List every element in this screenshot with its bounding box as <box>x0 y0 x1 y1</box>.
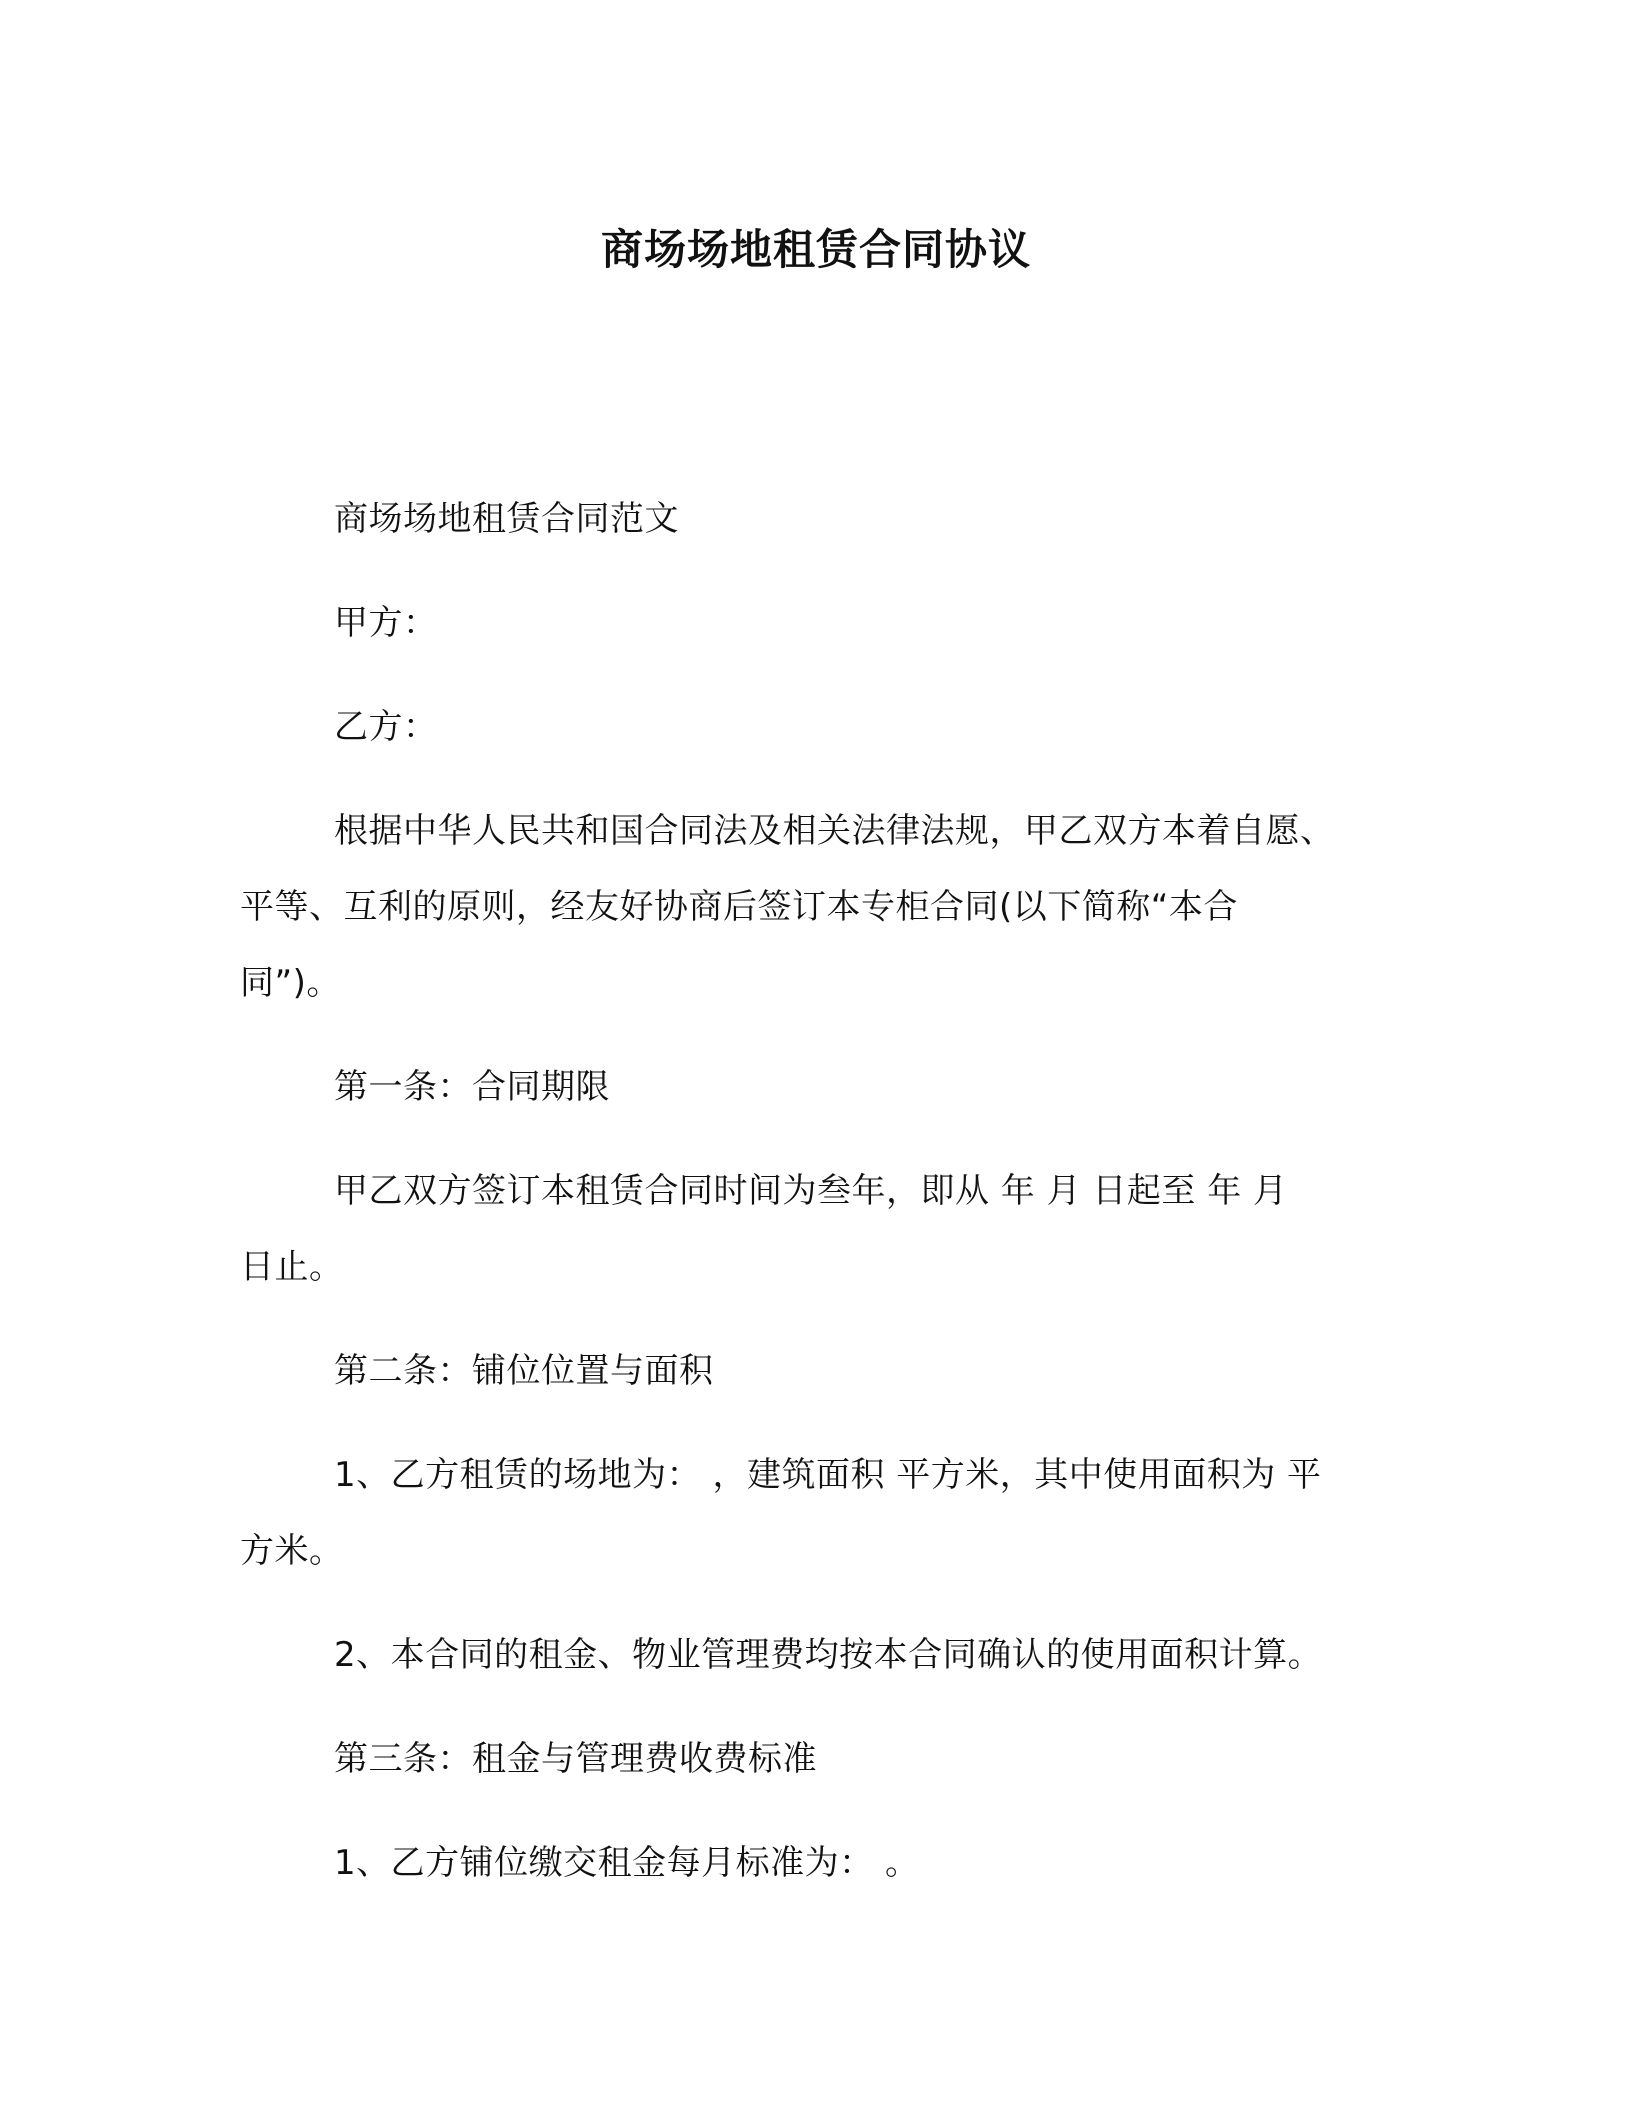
party-a-line: 甲方： <box>334 603 438 643</box>
article-1-text-line-1: 甲乙双方签订本租赁合同时间为叁年，即从 年 月 日起至 年 月 <box>334 1171 1288 1211</box>
article-1-text-line-2: 日止。 <box>240 1247 344 1287</box>
article-3-heading: 第三条：租金与管理费收费标准 <box>334 1739 817 1779</box>
article-1-heading: 第一条：合同期限 <box>334 1067 610 1107</box>
article-3-item-1: 1、乙方铺位缴交租金每月标准为： 。 <box>334 1843 920 1883</box>
preamble-line-2: 平等、互利的原则，经友好协商后签订本专柜合同(以下简称“本合 <box>240 887 1238 927</box>
preamble-line-1: 根据中华人民共和国合同法及相关法律法规，甲乙双方本着自愿、 <box>334 811 1335 851</box>
article-2-item-1-line-1: 1、乙方租赁的场地为： ，建筑面积 平方米，其中使用面积为 平 <box>334 1455 1322 1495</box>
preamble-line-3: 同”)。 <box>240 963 341 1003</box>
article-2-heading: 第二条：铺位位置与面积 <box>334 1351 714 1391</box>
document-title: 商场场地租赁合同协议 <box>600 225 1031 274</box>
party-b-line: 乙方： <box>334 707 438 747</box>
article-2-item-2: 2、本合同的租金、物业管理费均按本合同确认的使用面积计算。 <box>334 1635 1323 1675</box>
subtitle-line: 商场场地租赁合同范文 <box>334 499 679 539</box>
article-2-item-1-line-2: 方米。 <box>240 1531 344 1571</box>
